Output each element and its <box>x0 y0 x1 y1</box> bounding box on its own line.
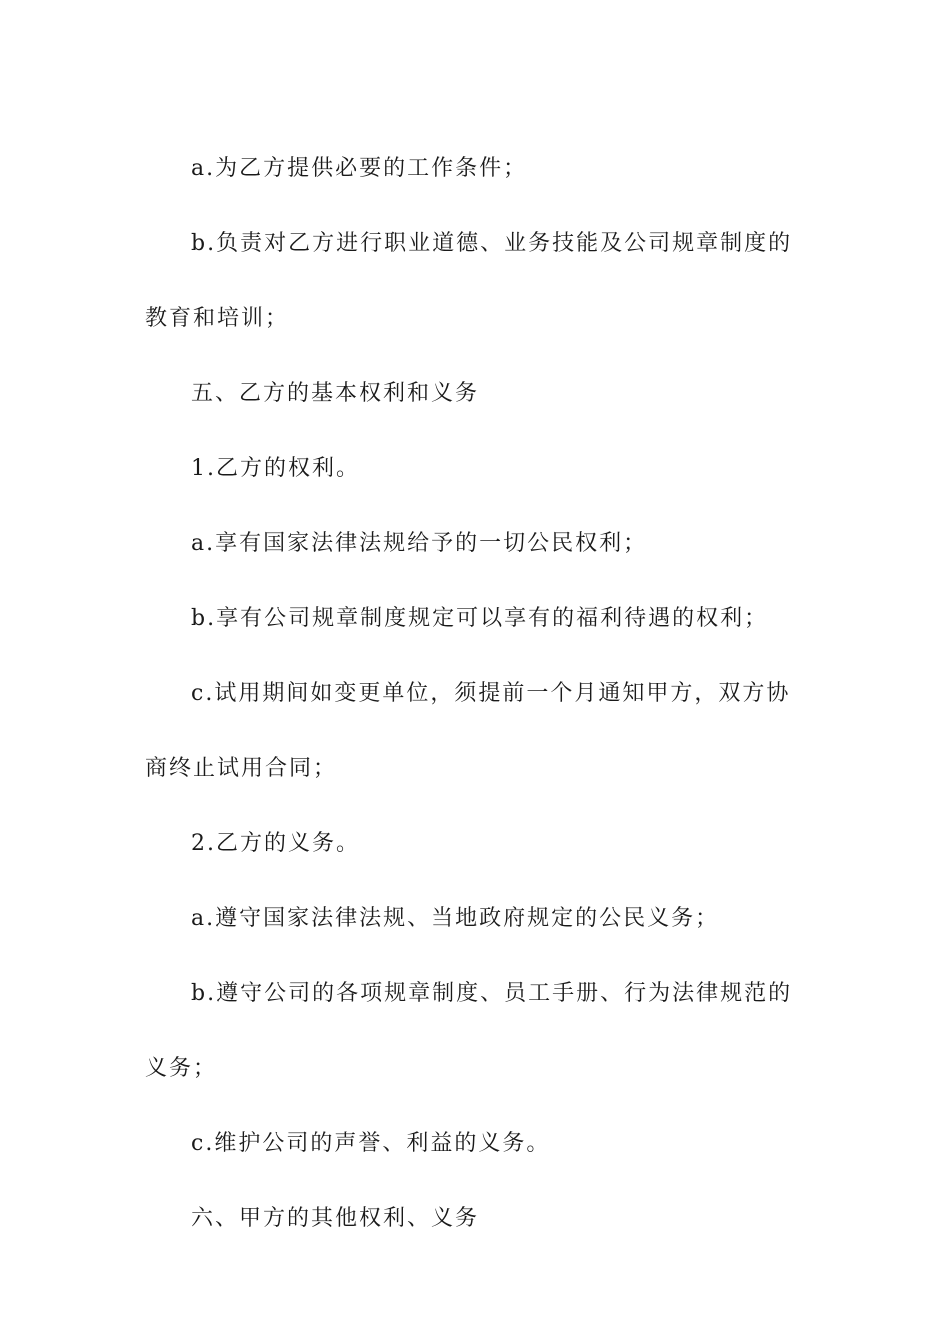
paragraph-line: 教育和培训； <box>145 306 290 331</box>
paragraph-line: a.为乙方提供必要的工作条件； <box>191 156 528 181</box>
subsection-heading: 1.乙方的权利。 <box>191 456 360 481</box>
document-body <box>145 131 810 1256</box>
subsection-heading: 2.乙方的义务。 <box>191 831 360 856</box>
paragraph-line: 义务； <box>145 1056 218 1081</box>
section-heading: 六、甲方的其他权利、义务 <box>191 1206 480 1231</box>
paragraph-line: c.维护公司的声誉、利益的义务。 <box>191 1131 551 1156</box>
paragraph-line: 商终止试用合同； <box>145 756 338 781</box>
section-heading: 五、乙方的基本权利和义务 <box>191 381 480 406</box>
paragraph-line: b.负责对乙方进行职业道德、业务技能及公司规章制度的 <box>191 231 793 256</box>
paragraph-line: b.遵守公司的各项规章制度、员工手册、行为法律规范的 <box>191 981 793 1006</box>
paragraph-line: c.试用期间如变更单位，须提前一个月通知甲方，双方协 <box>191 681 791 706</box>
paragraph-line: a.遵守国家法律法规、当地政府规定的公民义务； <box>191 906 720 931</box>
paragraph-line: a.享有国家法律法规给予的一切公民权利； <box>191 531 648 556</box>
paragraph-line: b.享有公司规章制度规定可以享有的福利待遇的权利； <box>191 606 769 631</box>
